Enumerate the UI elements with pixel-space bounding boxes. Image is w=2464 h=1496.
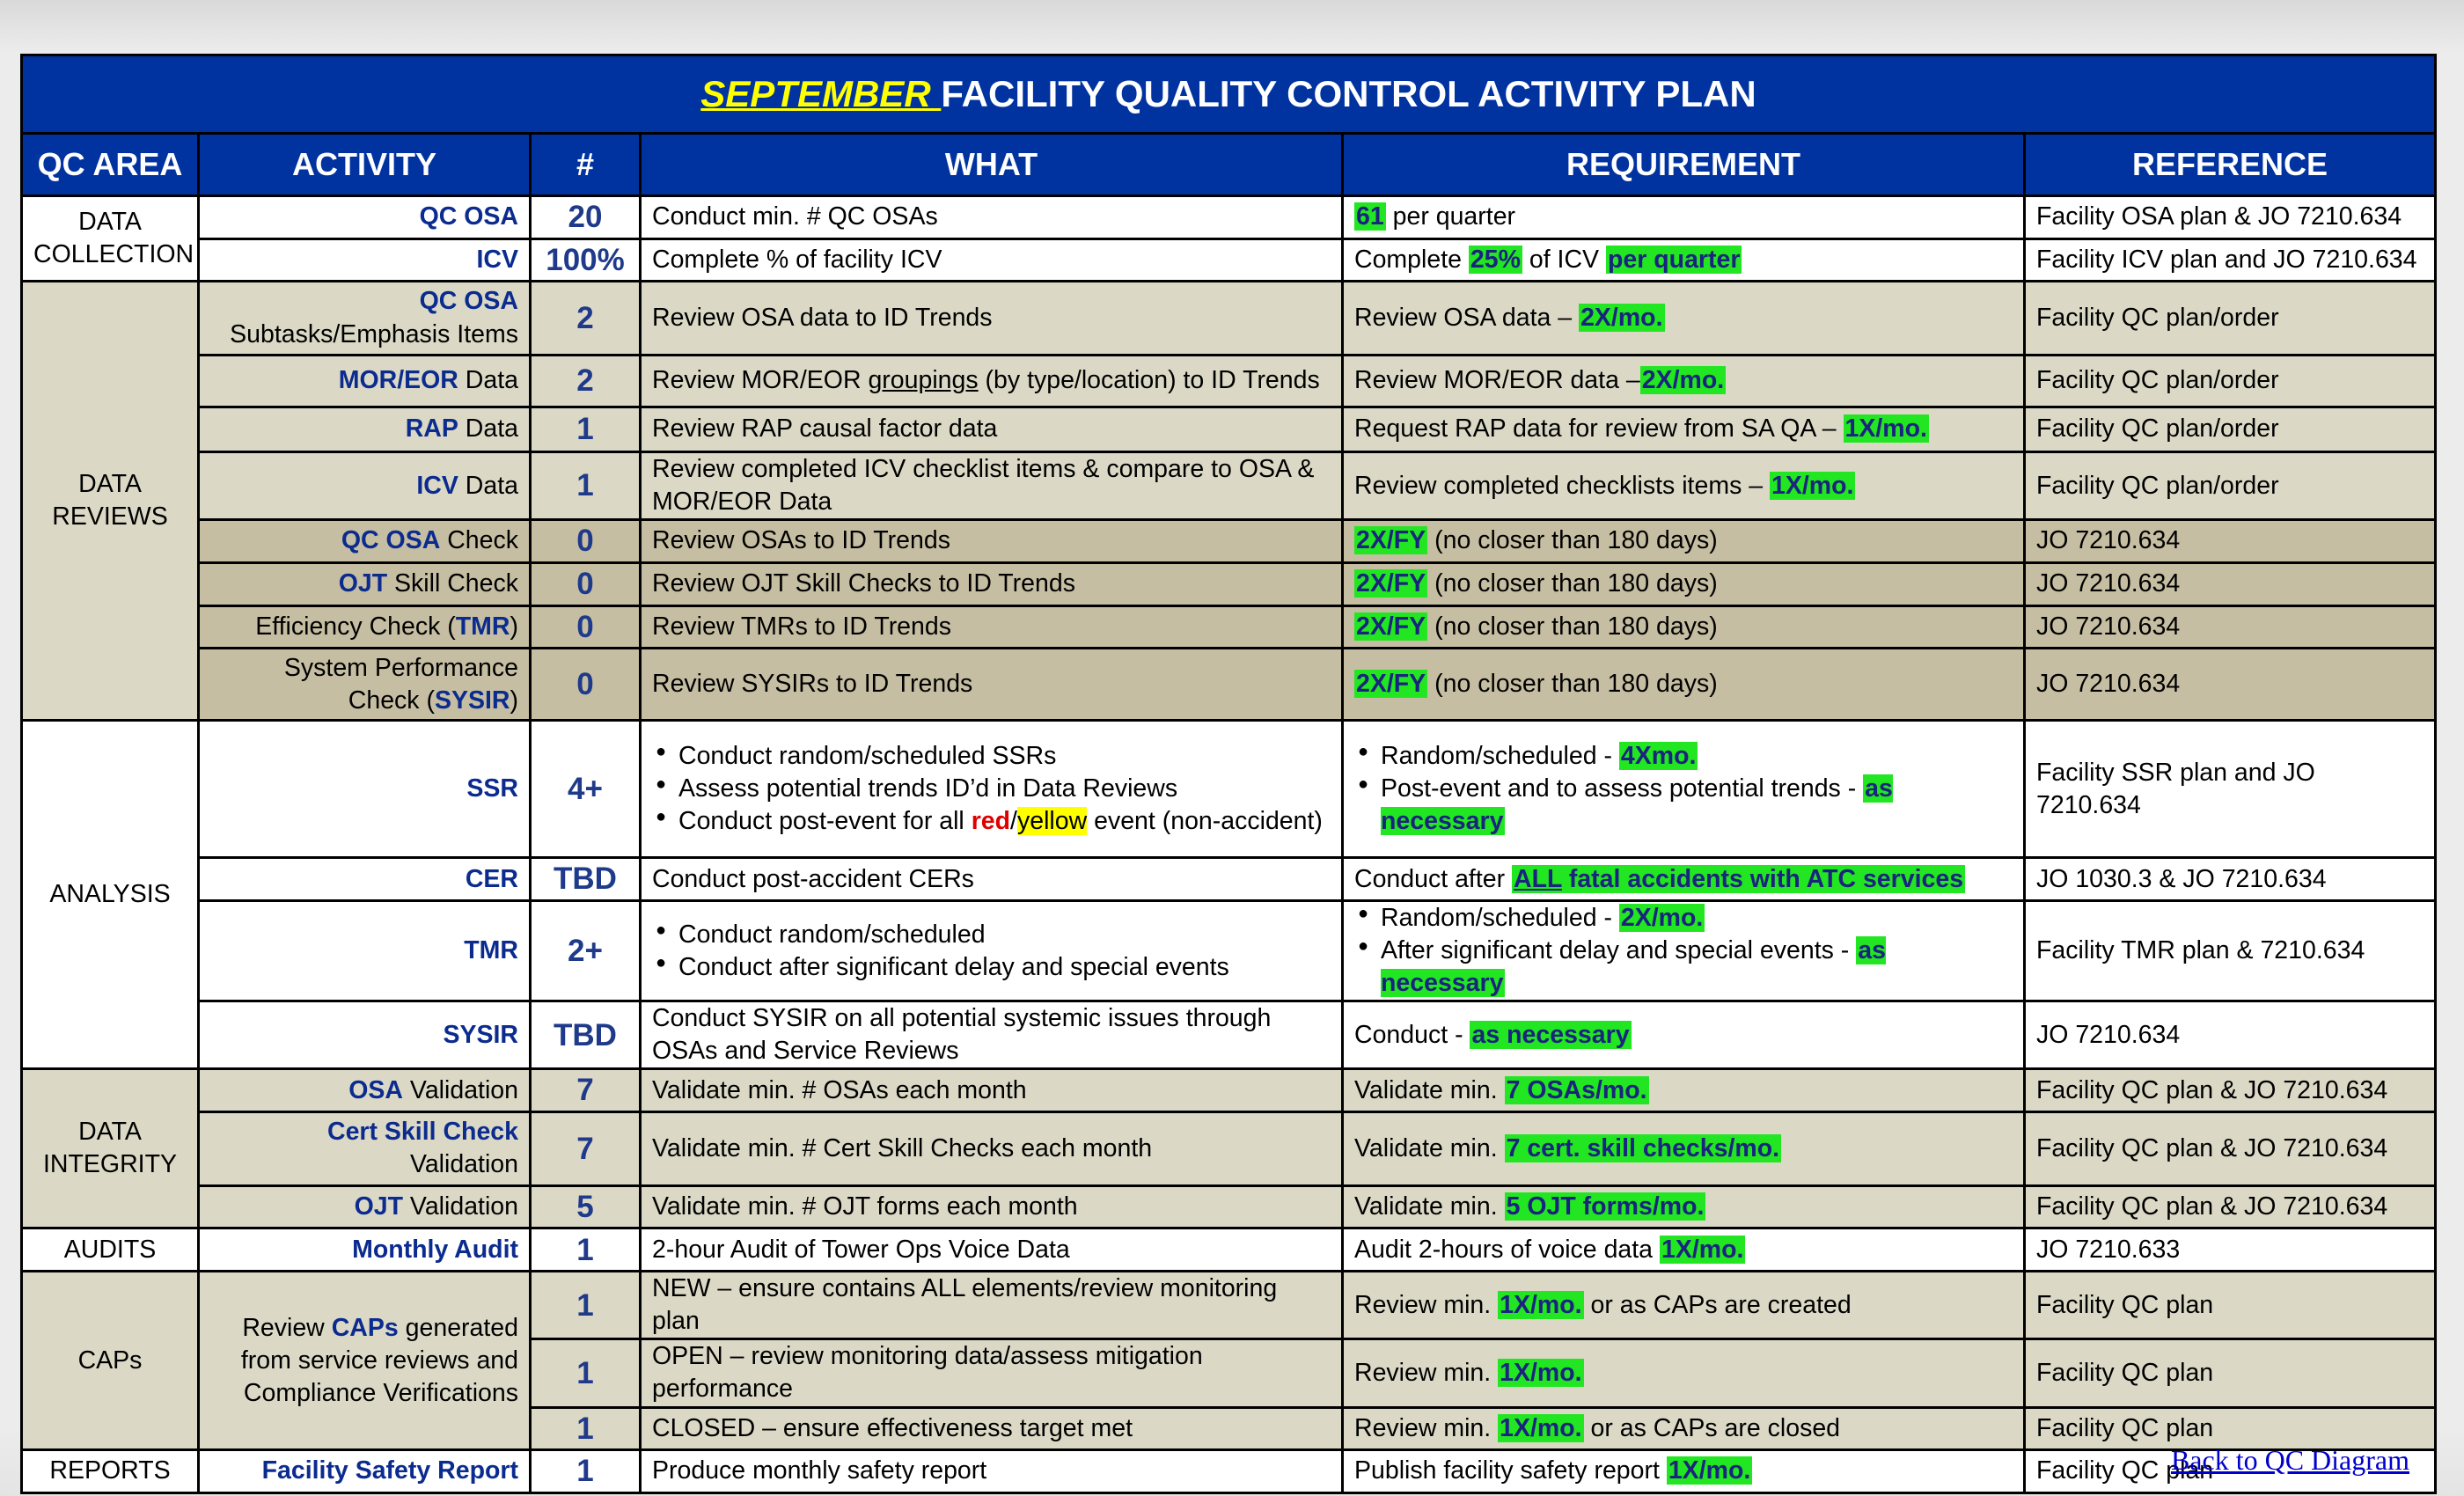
requirement-cell [1343,520,2025,563]
reference-cell: Facility TMR plan & 7210.634 [2025,901,2436,1001]
reference-cell: Facility QC plan & JO 7210.634 [2025,1111,2436,1185]
activity-cell [199,1111,531,1185]
requirement-highlight: 1X/mo. [1844,414,1927,444]
what-cell: Complete % of facility ICV [641,238,1343,282]
requirement-highlight: 1X/mo. [1668,1456,1751,1485]
header-qc-area: QC AREA [22,134,199,196]
table-row [22,649,2436,721]
what-text: Conduct post-event for all [678,807,972,836]
activity-name: RAP [405,414,458,444]
activity-subtext: generated [398,1313,518,1342]
requirement-cell [1343,1069,2025,1112]
what-cell: CLOSED – ensure effectiveness target met [641,1407,1343,1450]
table-row [22,605,2436,649]
requirement-cell [1343,196,2025,239]
activity-cell [199,649,531,721]
reference-cell: Facility QC plan [2025,1407,2436,1450]
count-cell: 20 [531,196,641,239]
what-cell: Conduct min. # QC OSAs [641,196,1343,239]
count-cell: 2 [531,356,641,407]
reference-cell: Facility OSA plan & JO 7210.634 [2025,196,2436,239]
activity-name: CAPs [331,1313,399,1342]
reference-cell: JO 7210.633 [2025,1228,2436,1272]
count-cell: 1 [531,1228,641,1272]
activity-cell [199,1228,531,1272]
table-row [22,407,2436,452]
activity-subtext: ) [510,612,518,641]
activity-subtext: Validation [403,1075,518,1104]
what-underlined-text: groupings [868,366,979,395]
requirement-cell [1343,605,2025,649]
back-to-qc-diagram-link[interactable]: Back to QC Diagram [2170,1444,2409,1476]
requirement-highlight: 1X/mo. [1500,1413,1582,1442]
requirement-highlight: as necessary [1381,936,1886,998]
activity-name: QC OSA [419,202,518,231]
header-reference: REFERENCE [2025,134,2436,196]
list-item: ● Conduct random/scheduled [678,919,1331,951]
what-cell: Conduct post-accident CERs [641,858,1343,901]
requirement-underlined-text: ALL [1514,864,1562,893]
requirement-cell [1343,282,2025,356]
count-cell: 1 [531,1272,641,1339]
reference-cell: Facility QC plan [2025,1272,2436,1339]
what-cell: Review completed ICV checklist items & compare to OSA & MOR/EOR Data [641,452,1343,520]
what-bullet-list [652,740,1331,838]
activity-cell [199,562,531,605]
qc-area-reports: REPORTS [22,1450,199,1493]
requirement-cell [1343,238,2025,282]
activity-name: CER [465,864,518,893]
reference-cell: JO 1030.3 & JO 7210.634 [2025,858,2436,901]
activity-name: SSR [466,774,518,803]
activity-cell [199,452,531,520]
reference-cell: JO 7210.634 [2025,605,2436,649]
activity-cell [199,196,531,239]
requirement-text: (no closer than 180 days) [1427,526,1718,555]
requirement-highlight: 2X/mo. [1620,904,1704,933]
activity-cell [199,721,531,858]
requirement-text: Conduct after [1354,864,1513,893]
requirement-cell [1343,1185,2025,1228]
reference-cell: Facility QC plan/order [2025,282,2436,356]
requirement-highlight: 1X/mo. [1661,1235,1744,1264]
requirement-text: Review min. [1354,1358,1499,1387]
count-cell: 2+ [531,901,641,1001]
list-item: ● Conduct random/scheduled SSRs [678,740,1331,773]
header-number: # [531,134,641,196]
what-text: Review MOR/EOR [652,366,869,395]
what-cell: Validate min. # OSAs each month [641,1069,1343,1112]
table-row [22,520,2436,563]
list-item [1381,902,2013,935]
requirement-highlight: 2X/FY [1356,526,1426,555]
activity-cell [199,356,531,407]
count-cell: 4+ [531,721,641,858]
activity-subtext: Check [440,526,518,555]
count-cell: TBD [531,1001,641,1069]
page-title [22,55,2436,134]
activity-cell [199,858,531,901]
what-cell: Validate min. # OJT forms each month [641,1185,1343,1228]
reference-cell: Facility QC plan [2025,1450,2436,1493]
activity-subtext: Compliance Verifications [243,1378,518,1407]
reference-cell: Facility QC plan & JO 7210.634 [2025,1069,2436,1112]
requirement-cell [1343,1001,2025,1069]
what-cell: Review OJT Skill Checks to ID Trends [641,562,1343,605]
header-requirement: REQUIREMENT [1343,134,2025,196]
requirement-highlight: 4Xmo. [1620,742,1697,771]
requirement-cell [1343,1339,2025,1407]
requirement-text: (no closer than 180 days) [1427,670,1718,699]
requirement-highlight: 2X/FY [1356,569,1426,598]
activity-name: Monthly Audit [352,1235,518,1264]
requirement-highlight: 61 [1356,202,1384,231]
header-what: WHAT [641,134,1343,196]
requirement-cell [1343,649,2025,721]
qc-activity-plan-table [20,54,2437,1494]
reference-cell: Facility QC plan/order [2025,452,2436,520]
requirement-text: Request RAP data for review from SA QA – [1354,414,1844,444]
requirement-text: Publish facility safety report [1354,1456,1667,1485]
title-month: SEPTEMBER [700,72,942,114]
what-text: (by type/location) to ID Trends [978,366,1320,395]
requirement-highlight-text: fatal accidents with ATC services [1561,864,1964,893]
requirement-text: Validate min. [1354,1133,1505,1162]
activity-name: MOR/EOR [338,366,458,395]
table-row [22,452,2436,520]
requirement-cell [1343,452,2025,520]
table-row [22,196,2436,239]
activity-subtext: Data [458,414,518,444]
what-text: / [1010,807,1017,836]
table-row [22,1111,2436,1185]
requirement-cell [1343,407,2025,452]
activity-name: Facility Safety Report [261,1456,518,1485]
requirement-text: (no closer than 180 days) [1427,569,1718,598]
activity-subtext: from service reviews and [240,1346,518,1375]
table-row [22,721,2436,858]
count-cell: 0 [531,605,641,649]
requirement-highlight: 25% [1470,245,1521,274]
list-item: ● Assess potential trends ID’d in Data Reviews [678,773,1331,805]
activity-name: OJT [354,1192,404,1221]
table-row [22,1001,2436,1069]
requirement-highlight: 7 OSAs/mo. [1506,1075,1647,1104]
qc-area-data-integrity: DATA INTEGRITY [22,1069,199,1228]
requirement-text: Review MOR/EOR data – [1354,366,1640,395]
requirement-text: Validate min. [1354,1192,1505,1221]
requirement-text: Post-event and to assess potential trends - [1381,774,1864,803]
list-item [1381,740,2013,773]
activity-cell [199,1185,531,1228]
table-row [22,1450,2436,1493]
count-cell: 5 [531,1185,641,1228]
activity-subtext: Subtasks/Emphasis Items [230,319,518,348]
requirement-cell [1343,858,2025,901]
activity-subtext: Data [458,366,518,395]
qc-area-audits: AUDITS [22,1228,199,1272]
activity-cell [199,1001,531,1069]
table-row [22,356,2436,407]
requirement-highlight: 1X/mo. [1500,1290,1582,1319]
what-cell [641,356,1343,407]
requirement-highlight: as necessary [1471,1020,1630,1049]
reference-cell: Facility SSR plan and JO 7210.634 [2025,721,2436,858]
count-cell: 2 [531,282,641,356]
reference-cell: Facility ICV plan and JO 7210.634 [2025,238,2436,282]
what-cell [641,721,1343,858]
activity-subtext: Review [242,1313,332,1342]
requirement-text: Review completed checklists items – [1354,471,1771,500]
requirement-highlight: 2X/mo. [1580,303,1663,332]
requirement-text: Review min. [1354,1413,1499,1442]
what-cell: Conduct SYSIR on all potential systemic issues through OSAs and Service Reviews [641,1001,1343,1069]
requirement-cell [1343,901,2025,1001]
list-item [678,805,1331,838]
count-cell: 0 [531,520,641,563]
activity-name: ICV [416,471,458,500]
requirement-cell [1343,562,2025,605]
reference-cell: JO 7210.634 [2025,562,2436,605]
activity-name: OSA [348,1075,404,1104]
count-cell: 7 [531,1111,641,1185]
what-cell: Review OSAs to ID Trends [641,520,1343,563]
what-cell: 2-hour Audit of Tower Ops Voice Data [641,1228,1343,1272]
table-row [22,562,2436,605]
qc-area-data-collection: DATA COLLECTION [22,196,199,282]
activity-name: SYSIR [434,686,510,715]
qc-area-data-reviews: DATA REVIEWS [22,282,199,721]
count-cell: 1 [531,1339,641,1407]
what-text: event (non-accident) [1087,807,1323,836]
what-cell [641,901,1343,1001]
requirement-text: Complete [1354,245,1469,274]
activity-cell [199,1450,531,1493]
count-cell: 1 [531,452,641,520]
requirement-highlight: 1X/mo. [1500,1358,1582,1387]
activity-subtext: Check ( [348,686,435,715]
requirement-bullet-list [1354,902,2013,1000]
reference-cell: JO 7210.634 [2025,1001,2436,1069]
activity-subtext: System Performance [283,653,518,682]
qc-area-analysis: ANALYSIS [22,721,199,1069]
requirement-text: or as CAPs are created [1583,1290,1852,1319]
requirement-highlight: as necessary [1381,774,1893,836]
what-cell: NEW – ensure contains ALL elements/review monitoring plan [641,1272,1343,1339]
requirement-highlight [1512,865,1965,893]
activity-subtext: Validation [409,1150,518,1179]
reference-cell: Facility QC plan/order [2025,407,2436,452]
activity-subtext: ) [510,686,518,715]
activity-name: QC OSA [419,287,518,316]
activity-cell [199,605,531,649]
count-cell: 1 [531,407,641,452]
table-row [22,858,2436,901]
what-cell: Review OSA data to ID Trends [641,282,1343,356]
activity-cell [199,901,531,1001]
requirement-cell [1343,721,2025,858]
header-activity: ACTIVITY [199,134,531,196]
requirement-highlight: 1X/mo. [1771,471,1854,500]
requirement-cell [1343,356,2025,407]
count-cell: 0 [531,649,641,721]
requirement-highlight: 7 cert. skill checks/mo. [1506,1133,1780,1162]
what-cell: Validate min. # Cert Skill Checks each month [641,1111,1343,1185]
requirement-cell [1343,1450,2025,1493]
requirement-text: Random/scheduled - [1381,742,1619,771]
count-cell: 7 [531,1069,641,1112]
requirement-highlight: 5 OJT forms/mo. [1506,1192,1705,1221]
yellow-event-text: yellow [1016,807,1088,836]
what-bullet-list [652,919,1331,984]
what-cell: Review RAP causal factor data [641,407,1343,452]
requirement-highlight: 2X/FY [1356,612,1426,641]
activity-subtext: Validation [403,1192,518,1221]
activity-subtext: Skill Check [387,569,518,598]
requirement-text: After significant delay and special events - [1381,936,1857,965]
activity-name: ICV [476,245,518,274]
requirement-text: Validate min. [1354,1075,1505,1104]
requirement-highlight: 2X/mo. [1641,366,1725,395]
reference-cell: Facility QC plan [2025,1339,2436,1407]
count-cell: 100% [531,238,641,282]
table-row [22,282,2436,356]
list-item: ● Conduct after significant delay and special events [678,951,1331,984]
count-cell: 1 [531,1407,641,1450]
table-row [22,901,2436,1001]
requirement-text: (no closer than 180 days) [1427,612,1718,641]
count-cell: 1 [531,1450,641,1493]
requirement-highlight: per quarter [1608,245,1741,274]
activity-subtext: Data [458,471,518,500]
requirement-text: Review min. [1354,1290,1499,1319]
red-event-text: red [971,807,1011,836]
activity-cell [199,238,531,282]
reference-cell: JO 7210.634 [2025,649,2436,721]
activity-cell [199,282,531,356]
what-cell: Review TMRs to ID Trends [641,605,1343,649]
requirement-text: Review OSA data – [1354,303,1580,332]
table-row [22,1272,2436,1339]
requirement-text: per quarter [1385,202,1516,231]
requirement-cell [1343,1111,2025,1185]
activity-name: TMR [455,612,510,641]
activity-name: SYSIR [443,1020,518,1049]
activity-name: TMR [464,936,518,965]
requirement-highlight: 2X/FY [1356,670,1426,699]
table-row [22,1228,2436,1272]
activity-name: Cert Skill Check [326,1118,518,1147]
reference-cell: Facility QC plan/order [2025,356,2436,407]
activity-cell [199,1069,531,1112]
requirement-text: Conduct - [1354,1020,1470,1049]
requirement-bullet-list [1354,740,2013,838]
requirement-text: Audit 2-hours of voice data [1354,1235,1660,1264]
list-item [1381,773,2013,838]
reference-cell: JO 7210.634 [2025,520,2436,563]
requirement-cell [1343,1407,2025,1450]
reference-cell: Facility QC plan & JO 7210.634 [2025,1185,2436,1228]
table-row [22,1185,2436,1228]
activity-subtext: Efficiency Check ( [255,612,456,641]
table-row [22,238,2436,282]
table-row [22,1069,2436,1112]
requirement-text: or as CAPs are closed [1583,1413,1841,1442]
requirement-text: Random/scheduled - [1381,904,1619,933]
activity-name: QC OSA [341,526,441,555]
list-item [1381,935,2013,1000]
activity-name: OJT [338,569,388,598]
count-cell: 0 [531,562,641,605]
title-text: FACILITY QUALITY CONTROL ACTIVITY PLAN [941,72,1756,114]
requirement-text: of ICV [1522,245,1606,274]
activity-cell [199,520,531,563]
requirement-cell [1343,1228,2025,1272]
what-cell: Produce monthly safety report [641,1450,1343,1493]
activity-cell [199,407,531,452]
what-cell: Review SYSIRs to ID Trends [641,649,1343,721]
requirement-cell [1343,1272,2025,1339]
count-cell: TBD [531,858,641,901]
what-cell: OPEN – review monitoring data/assess mitigation performance [641,1339,1343,1407]
qc-area-caps: CAPs [22,1272,199,1450]
activity-cell [199,1272,531,1450]
table-header-row [22,134,2436,196]
